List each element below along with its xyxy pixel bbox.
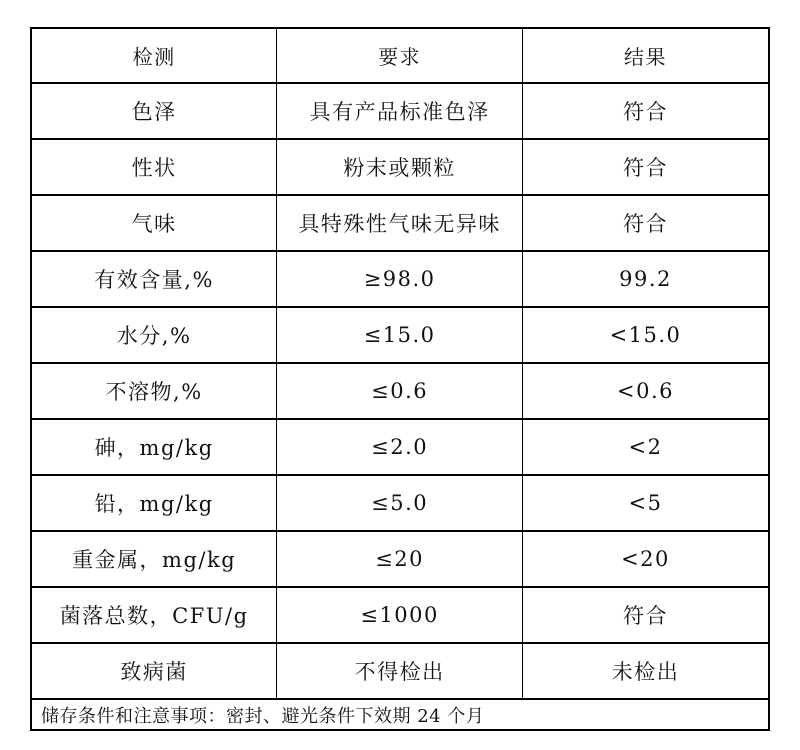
cell-requirement: ≤20	[277, 531, 523, 587]
table-row	[31, 83, 769, 139]
table-row	[31, 139, 769, 195]
cell-test: 有效含量,%	[31, 251, 277, 307]
table-row	[31, 419, 769, 475]
cell-test: 水分,%	[31, 307, 277, 363]
table-row	[31, 251, 769, 307]
cell-result: 未检出	[523, 643, 770, 699]
column-header-test: 检测	[31, 28, 277, 83]
cell-test: 气味	[31, 195, 277, 251]
cell-result: 99.2	[523, 251, 770, 307]
column-header-requirement: 要求	[277, 28, 523, 83]
cell-test: 重金属，mg/kg	[31, 531, 277, 587]
cell-result: <5	[523, 475, 770, 531]
cell-result: <2	[523, 419, 770, 475]
cell-test: 砷，mg/kg	[31, 419, 277, 475]
table-row	[31, 531, 769, 587]
cell-requirement: ≤5.0	[277, 475, 523, 531]
cell-test: 致病菌	[31, 643, 277, 699]
cell-requirement: ≤15.0	[277, 307, 523, 363]
cell-result: 符合	[523, 139, 770, 195]
cell-requirement: 具特殊性气味无异味	[277, 195, 523, 251]
cell-requirement: 粉末或颗粒	[277, 139, 523, 195]
cell-test: 菌落总数，CFU/g	[31, 587, 277, 643]
table-row	[31, 363, 769, 419]
cell-requirement: ≤2.0	[277, 419, 523, 475]
storage-note-row	[31, 699, 769, 730]
cell-result: <0.6	[523, 363, 770, 419]
cell-result: 符合	[523, 83, 770, 139]
cell-requirement: 不得检出	[277, 643, 523, 699]
header-row	[31, 28, 769, 83]
cell-test: 色泽	[31, 83, 277, 139]
cell-requirement: ≥98.0	[277, 251, 523, 307]
cell-requirement: ≤0.6	[277, 363, 523, 419]
cell-result: <15.0	[523, 307, 770, 363]
inspection-table	[30, 27, 770, 731]
column-header-result: 结果	[523, 28, 770, 83]
cell-test: 性状	[31, 139, 277, 195]
cell-requirement: ≤1000	[277, 587, 523, 643]
table-row	[31, 587, 769, 643]
table-row	[31, 307, 769, 363]
cell-test: 铅，mg/kg	[31, 475, 277, 531]
cell-result: 符合	[523, 195, 770, 251]
table-row	[31, 643, 769, 699]
cell-requirement: 具有产品标准色泽	[277, 83, 523, 139]
table-row	[31, 195, 769, 251]
storage-note: 储存条件和注意事项：密封、避光条件下效期 24 个月	[31, 699, 769, 730]
cell-result: <20	[523, 531, 770, 587]
table-row	[31, 475, 769, 531]
cell-test: 不溶物,%	[31, 363, 277, 419]
cell-result: 符合	[523, 587, 770, 643]
